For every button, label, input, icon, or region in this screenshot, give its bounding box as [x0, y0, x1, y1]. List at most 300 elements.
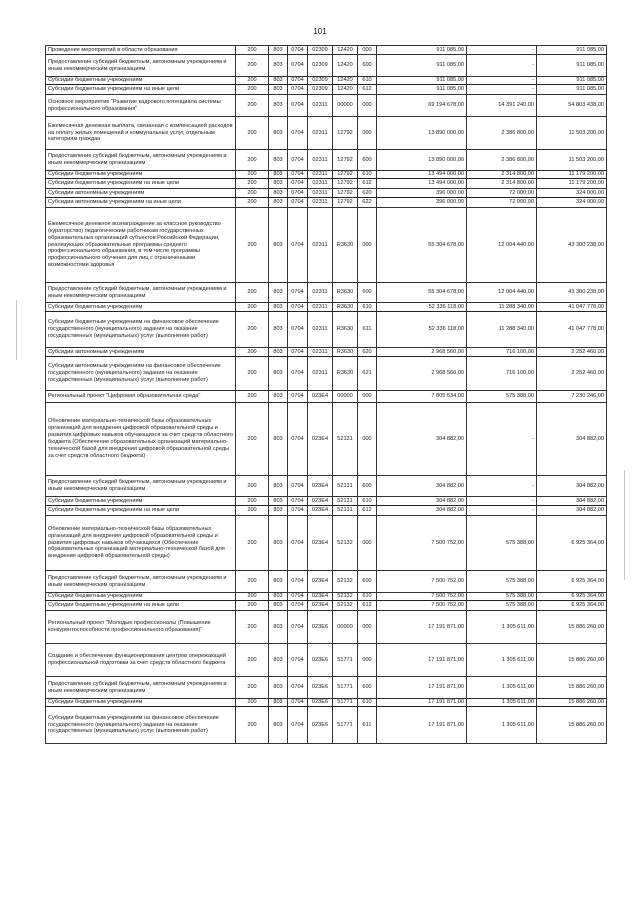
row-amount-part: -	[467, 497, 537, 506]
row-name: Субсидии бюджетным учреждениям	[46, 699, 236, 707]
row-subsection-code: 0704	[288, 506, 308, 516]
row-program-code: 023E6	[308, 699, 333, 707]
row-amount-part: 1 305 611,00	[467, 699, 537, 707]
table-row	[46, 593, 607, 601]
row-expense-type-code: 621	[358, 357, 377, 391]
row-program-code: 023E6	[308, 707, 333, 744]
row-amount-total: 911 085,00	[377, 77, 467, 85]
row-name: Субсидии автономным учреждениям на иные цели	[46, 198, 236, 208]
row-amount-part: -	[467, 403, 537, 476]
row-expense-type-code: 622	[358, 198, 377, 208]
row-subsection-code: 0704	[288, 150, 308, 171]
row-section-code: 803	[269, 391, 288, 403]
row-amount-rest: 54 803 438,00	[537, 95, 607, 117]
row-name: Субсидии бюджетным учреждениям	[46, 303, 236, 312]
row-admin-code: 200	[236, 644, 269, 677]
row-amount-part: 575 388,00	[467, 593, 537, 601]
row-admin-code: 200	[236, 707, 269, 744]
row-section-code: 803	[269, 593, 288, 601]
row-amount-part: 2 314 800,00	[467, 179, 537, 189]
row-amount-rest: 43 300 238,00	[537, 283, 607, 303]
row-amount-part: 12 004 440,00	[467, 208, 537, 283]
row-amount-total: 13 494 000,00	[377, 179, 467, 189]
row-program-code: 023E4	[308, 391, 333, 403]
row-admin-code: 200	[236, 303, 269, 312]
table-row	[46, 348, 607, 357]
row-direction-code: 52131	[333, 497, 358, 506]
row-section-code: 803	[269, 357, 288, 391]
row-amount-total: 911 085,00	[377, 85, 467, 95]
row-section-code: 803	[269, 601, 288, 611]
row-amount-part: 575 388,00	[467, 571, 537, 593]
table-row	[46, 150, 607, 171]
row-direction-code: 12792	[333, 150, 358, 171]
row-program-code: 02311	[308, 283, 333, 303]
row-amount-total: 2 968 560,00	[377, 357, 467, 391]
row-name: Проведение мероприятий в области образования	[46, 46, 236, 55]
row-expense-type-code: 000	[358, 403, 377, 476]
row-section-code: 803	[269, 117, 288, 150]
table-row	[46, 55, 607, 77]
row-admin-code: 200	[236, 391, 269, 403]
row-direction-code: 12420	[333, 55, 358, 77]
row-amount-part: 14 391 240,00	[467, 95, 537, 117]
row-admin-code: 200	[236, 189, 269, 198]
row-name: Предоставление субсидий бюджетным, автономным учреждениям и иным некоммерческим организациям	[46, 677, 236, 699]
row-name: Обновление материально-технической базы образовательных организаций для внедрения цифровой образовательной среды и развития цифровых навыков обучающихся (Обеспечение образовательных организаций материально-технической базой для внедрения цифровой образовательной среды)	[46, 516, 236, 571]
row-section-code: 803	[269, 312, 288, 348]
row-expense-type-code: 610	[358, 171, 377, 179]
row-admin-code: 200	[236, 571, 269, 593]
row-expense-type-code: 000	[358, 611, 377, 644]
row-program-code: 02311	[308, 95, 333, 117]
row-program-code: 02311	[308, 171, 333, 179]
row-program-code: 02309	[308, 46, 333, 55]
row-amount-part: 575 388,00	[467, 516, 537, 571]
row-amount-total: 396 000,00	[377, 189, 467, 198]
table-row	[46, 171, 607, 179]
row-admin-code: 200	[236, 497, 269, 506]
row-section-code: 803	[269, 644, 288, 677]
row-expense-type-code: 612	[358, 601, 377, 611]
row-name: Субсидии бюджетным учреждениям на финансовое обеспечение государственного (муниципального) задания на оказание государственных (муниципальных) услуг (выполнение работ)	[46, 312, 236, 348]
row-direction-code: 52131	[333, 476, 358, 497]
row-name: Создание и обеспечение функционирования центров опережающей профессиональной подготовки за счет средств областного бюджета	[46, 644, 236, 677]
row-name: Субсидии бюджетным учреждениям на иные цели	[46, 506, 236, 516]
row-subsection-code: 0704	[288, 179, 308, 189]
row-admin-code: 200	[236, 403, 269, 476]
row-direction-code: R3630	[333, 348, 358, 357]
row-amount-part: -	[467, 85, 537, 95]
row-direction-code: 12420	[333, 85, 358, 95]
row-direction-code: 00000	[333, 611, 358, 644]
row-amount-rest: 2 252 460,00	[537, 348, 607, 357]
row-amount-rest: 15 886 260,00	[537, 707, 607, 744]
row-amount-rest: 41 047 778,00	[537, 303, 607, 312]
row-subsection-code: 0704	[288, 644, 308, 677]
row-amount-rest: 6 925 364,00	[537, 516, 607, 571]
row-name: Субсидии бюджетным учреждениям	[46, 77, 236, 85]
row-admin-code: 200	[236, 283, 269, 303]
row-amount-part: -	[467, 476, 537, 497]
row-amount-rest: 304 882,00	[537, 506, 607, 516]
row-subsection-code: 0704	[288, 601, 308, 611]
row-amount-rest: 41 047 778,00	[537, 312, 607, 348]
row-amount-part: 575 388,00	[467, 391, 537, 403]
row-name: Субсидии бюджетным учреждениям на иные цели	[46, 601, 236, 611]
row-expense-type-code: 610	[358, 699, 377, 707]
row-admin-code: 200	[236, 312, 269, 348]
table-row	[46, 497, 607, 506]
row-admin-code: 200	[236, 179, 269, 189]
row-section-code: 803	[269, 348, 288, 357]
row-direction-code: 12792	[333, 117, 358, 150]
row-amount-rest: 324 000,00	[537, 189, 607, 198]
table-row	[46, 303, 607, 312]
row-subsection-code: 0704	[288, 171, 308, 179]
table-row	[46, 707, 607, 744]
table-row	[46, 179, 607, 189]
row-admin-code: 200	[236, 85, 269, 95]
row-amount-part: 12 004 440,00	[467, 283, 537, 303]
row-expense-type-code: 000	[358, 208, 377, 283]
row-section-code: 803	[269, 95, 288, 117]
row-amount-rest: 11 179 200,00	[537, 171, 607, 179]
row-section-code: 803	[269, 476, 288, 497]
row-amount-total: 17 191 871,00	[377, 699, 467, 707]
row-expense-type-code: 620	[358, 189, 377, 198]
row-admin-code: 200	[236, 55, 269, 77]
row-amount-total: 17 191 871,00	[377, 611, 467, 644]
row-direction-code: 00000	[333, 95, 358, 117]
row-admin-code: 200	[236, 601, 269, 611]
row-section-code: 803	[269, 85, 288, 95]
row-amount-part: 1 305 611,00	[467, 707, 537, 744]
row-amount-rest: 11 179 200,00	[537, 179, 607, 189]
row-direction-code: 12792	[333, 189, 358, 198]
row-direction-code: 52131	[333, 506, 358, 516]
row-subsection-code: 0704	[288, 77, 308, 85]
row-expense-type-code: 000	[358, 117, 377, 150]
table-row	[46, 95, 607, 117]
row-amount-part: -	[467, 46, 537, 55]
row-subsection-code: 0704	[288, 198, 308, 208]
row-admin-code: 200	[236, 117, 269, 150]
row-admin-code: 200	[236, 699, 269, 707]
row-amount-total: 55 304 678,00	[377, 208, 467, 283]
row-subsection-code: 0704	[288, 312, 308, 348]
row-program-code: 02311	[308, 179, 333, 189]
row-section-code: 803	[269, 516, 288, 571]
row-subsection-code: 0704	[288, 497, 308, 506]
row-amount-part: 1 305 611,00	[467, 677, 537, 699]
row-section-code: 803	[269, 506, 288, 516]
row-amount-part: 72 000,00	[467, 198, 537, 208]
row-section-code: 803	[269, 171, 288, 179]
row-subsection-code: 0704	[288, 516, 308, 571]
row-section-code: 803	[269, 283, 288, 303]
table-row	[46, 117, 607, 150]
row-subsection-code: 0704	[288, 348, 308, 357]
row-subsection-code: 0704	[288, 208, 308, 283]
row-amount-rest: 911 085,00	[537, 46, 607, 55]
row-subsection-code: 0704	[288, 85, 308, 95]
row-expense-type-code: 610	[358, 593, 377, 601]
table-row	[46, 391, 607, 403]
row-admin-code: 200	[236, 198, 269, 208]
row-amount-rest: 324 000,00	[537, 198, 607, 208]
row-subsection-code: 0704	[288, 391, 308, 403]
row-subsection-code: 0704	[288, 677, 308, 699]
row-amount-rest: 6 925 364,00	[537, 571, 607, 593]
row-expense-type-code: 600	[358, 150, 377, 171]
row-subsection-code: 0704	[288, 46, 308, 55]
row-program-code: 023E4	[308, 506, 333, 516]
row-expense-type-code: 612	[358, 179, 377, 189]
row-program-code: 023E4	[308, 571, 333, 593]
row-section-code: 803	[269, 189, 288, 198]
table-row	[46, 85, 607, 95]
table-row	[46, 699, 607, 707]
row-name: Субсидии автономным учреждениям на финансовое обеспечение государственного (муниципального) задания на оказание государственных (муниципальных) услуг (выполнение работ)	[46, 357, 236, 391]
row-direction-code: 12792	[333, 171, 358, 179]
row-subsection-code: 0704	[288, 403, 308, 476]
row-amount-total: 7 500 752,00	[377, 516, 467, 571]
scan-edge-line	[16, 300, 17, 360]
row-direction-code: R3630	[333, 208, 358, 283]
row-direction-code: 12792	[333, 179, 358, 189]
row-section-code: 803	[269, 707, 288, 744]
row-amount-total: 304 882,00	[377, 497, 467, 506]
row-expense-type-code: 610	[358, 77, 377, 85]
row-subsection-code: 0704	[288, 283, 308, 303]
row-name: Ежемесячная денежная выплата, связанная с компенсацией расходов на оплату жилых помещений и коммунальных услуг, отдельным категориям граждан	[46, 117, 236, 150]
row-direction-code: 51771	[333, 644, 358, 677]
row-amount-rest: 15 886 260,00	[537, 611, 607, 644]
row-expense-type-code: 600	[358, 677, 377, 699]
row-subsection-code: 0704	[288, 95, 308, 117]
row-amount-part: 716 100,00	[467, 357, 537, 391]
row-amount-total: 304 882,00	[377, 506, 467, 516]
row-amount-part: 11 288 340,00	[467, 312, 537, 348]
row-direction-code: 12792	[333, 198, 358, 208]
row-program-code: 02311	[308, 150, 333, 171]
row-amount-part: 575 388,00	[467, 601, 537, 611]
row-direction-code: R3630	[333, 283, 358, 303]
row-section-code: 803	[269, 55, 288, 77]
row-name: Обновление материально-технической базы образовательных организаций для внедрения цифровой образовательной среды и развития цифровых навыков обучающихся за счет средств областного бюджета (Обеспечение образовательных организаций материально-технической базой для внедрения цифровой образовательной среды за счет средств областного бюджета)	[46, 403, 236, 476]
row-program-code: 02309	[308, 77, 333, 85]
row-expense-type-code: 620	[358, 348, 377, 357]
row-amount-part: 1 305 611,00	[467, 644, 537, 677]
row-direction-code: R3630	[333, 357, 358, 391]
row-amount-part: -	[467, 77, 537, 85]
row-name: Субсидии бюджетным учреждениям	[46, 497, 236, 506]
row-name: Ежемесячное денежное вознаграждение за классное руководство (кураторство) педагогическим работникам государственных образовательных организаций субъектов Российской Федерации, реализующих образовательные программы среднего профессионального образования, в том числе программы профессионального обучения для лиц с ограниченными возможностями здоровья	[46, 208, 236, 283]
row-direction-code: 51771	[333, 699, 358, 707]
row-direction-code: 52132	[333, 516, 358, 571]
row-amount-total: 17 191 871,00	[377, 677, 467, 699]
row-amount-total: 17 191 871,00	[377, 707, 467, 744]
table-row	[46, 189, 607, 198]
row-amount-rest: 911 085,00	[537, 77, 607, 85]
row-amount-rest: 304 882,00	[537, 403, 607, 476]
table-row	[46, 611, 607, 644]
row-name: Субсидии бюджетным учреждениям	[46, 593, 236, 601]
row-amount-total: 7 805 634,00	[377, 391, 467, 403]
row-amount-total: 17 191 871,00	[377, 644, 467, 677]
table-row	[46, 644, 607, 677]
row-section-code: 803	[269, 611, 288, 644]
row-section-code: 803	[269, 150, 288, 171]
row-expense-type-code: 600	[358, 476, 377, 497]
row-amount-total: 911 085,00	[377, 55, 467, 77]
table-row	[46, 283, 607, 303]
row-amount-rest: 7 230 246,00	[537, 391, 607, 403]
row-program-code: 02311	[308, 198, 333, 208]
row-admin-code: 200	[236, 506, 269, 516]
row-amount-total: 7 500 752,00	[377, 601, 467, 611]
table-row	[46, 198, 607, 208]
row-expense-type-code: 000	[358, 391, 377, 403]
row-amount-rest: 43 300 238,00	[537, 208, 607, 283]
row-amount-part: 72 000,00	[467, 189, 537, 198]
row-name: Предоставление субсидий бюджетным, автономным учреждениям и иным некоммерческим организациям	[46, 476, 236, 497]
row-expense-type-code: 610	[358, 497, 377, 506]
row-amount-rest: 911 085,00	[537, 55, 607, 77]
row-admin-code: 200	[236, 95, 269, 117]
row-direction-code: 51771	[333, 707, 358, 744]
table-body	[46, 46, 607, 744]
page-number: 101	[313, 27, 327, 36]
row-direction-code: 12420	[333, 77, 358, 85]
row-name: Предоставление субсидий бюджетным, автономным учреждениям и иным некоммерческим организациям	[46, 283, 236, 303]
table-row	[46, 312, 607, 348]
row-section-code: 803	[269, 497, 288, 506]
row-subsection-code: 0704	[288, 707, 308, 744]
row-name: Предоставление субсидий бюджетным, автономным учреждениям и иным некоммерческим организациям	[46, 571, 236, 593]
row-direction-code: 52132	[333, 571, 358, 593]
row-section-code: 803	[269, 677, 288, 699]
row-admin-code: 200	[236, 150, 269, 171]
table-row	[46, 403, 607, 476]
row-section-code: 803	[269, 179, 288, 189]
row-expense-type-code: 611	[358, 707, 377, 744]
row-direction-code: 12420	[333, 46, 358, 55]
row-program-code: 02311	[308, 208, 333, 283]
row-program-code: 023E6	[308, 644, 333, 677]
row-subsection-code: 0704	[288, 571, 308, 593]
row-amount-total: 69 194 678,00	[377, 95, 467, 117]
table-row	[46, 357, 607, 391]
row-name: Предоставление субсидий бюджетным, автономным учреждениям и иным некоммерческим организациям	[46, 55, 236, 77]
row-direction-code: 52132	[333, 593, 358, 601]
row-direction-code: 52131	[333, 403, 358, 476]
row-name: Предоставление субсидий бюджетным, автономным учреждениям и иным некоммерческим организациям	[46, 150, 236, 171]
row-subsection-code: 0704	[288, 117, 308, 150]
row-amount-total: 52 336 118,00	[377, 312, 467, 348]
row-expense-type-code: 612	[358, 506, 377, 516]
row-amount-rest: 6 925 364,00	[537, 601, 607, 611]
row-direction-code: 00000	[333, 391, 358, 403]
row-direction-code: 51771	[333, 677, 358, 699]
row-program-code: 023E6	[308, 677, 333, 699]
row-expense-type-code: 612	[358, 85, 377, 95]
row-section-code: 803	[269, 303, 288, 312]
row-amount-total: 304 882,00	[377, 476, 467, 497]
row-subsection-code: 0704	[288, 611, 308, 644]
row-subsection-code: 0704	[288, 699, 308, 707]
table-row	[46, 601, 607, 611]
row-expense-type-code: 610	[358, 303, 377, 312]
row-amount-rest: 304 882,00	[537, 497, 607, 506]
row-program-code: 023E4	[308, 476, 333, 497]
row-amount-rest: 2 252 460,00	[537, 357, 607, 391]
row-expense-type-code: 000	[358, 95, 377, 117]
row-admin-code: 200	[236, 77, 269, 85]
table-row	[46, 77, 607, 85]
row-amount-total: 52 336 118,00	[377, 303, 467, 312]
row-subsection-code: 0704	[288, 476, 308, 497]
row-program-code: 02311	[308, 312, 333, 348]
row-amount-total: 7 500 752,00	[377, 593, 467, 601]
row-program-code: 02311	[308, 357, 333, 391]
row-program-code: 023E4	[308, 403, 333, 476]
row-expense-type-code: 000	[358, 644, 377, 677]
row-section-code: 803	[269, 403, 288, 476]
row-amount-rest: 11 503 200,00	[537, 117, 607, 150]
row-expense-type-code: 600	[358, 571, 377, 593]
row-expense-type-code: 600	[358, 283, 377, 303]
row-subsection-code: 0704	[288, 55, 308, 77]
row-admin-code: 200	[236, 611, 269, 644]
table-row	[46, 46, 607, 55]
row-admin-code: 200	[236, 348, 269, 357]
table-row	[46, 476, 607, 497]
row-amount-rest: 911 085,00	[537, 85, 607, 95]
row-amount-total: 7 500 752,00	[377, 571, 467, 593]
row-amount-total: 2 968 560,00	[377, 348, 467, 357]
row-admin-code: 200	[236, 46, 269, 55]
row-section-code: 803	[269, 571, 288, 593]
row-admin-code: 200	[236, 208, 269, 283]
budget-table	[45, 45, 607, 744]
row-program-code: 023E4	[308, 593, 333, 601]
row-amount-part: 1 305 611,00	[467, 611, 537, 644]
row-name: Региональный проект "Цифровая образовательная среда"	[46, 391, 236, 403]
row-amount-total: 396 000,00	[377, 198, 467, 208]
row-name: Субсидии автономным учреждениям	[46, 348, 236, 357]
table-row	[46, 208, 607, 283]
row-expense-type-code: 611	[358, 312, 377, 348]
scan-edge-line	[624, 470, 625, 580]
row-expense-type-code: 000	[358, 46, 377, 55]
row-program-code: 02309	[308, 85, 333, 95]
row-amount-total: 13 494 000,00	[377, 171, 467, 179]
row-name: Субсидии бюджетным учреждениям на иные цели	[46, 179, 236, 189]
row-program-code: 023E4	[308, 497, 333, 506]
row-amount-part: 2 386 800,00	[467, 150, 537, 171]
row-program-code: 02311	[308, 189, 333, 198]
table-row	[46, 516, 607, 571]
row-subsection-code: 0704	[288, 593, 308, 601]
row-amount-part: 2 314 800,00	[467, 171, 537, 179]
row-amount-part: -	[467, 506, 537, 516]
row-amount-part: -	[467, 55, 537, 77]
row-amount-part: 11 288 340,00	[467, 303, 537, 312]
row-section-code: 803	[269, 77, 288, 85]
row-direction-code: 52132	[333, 601, 358, 611]
